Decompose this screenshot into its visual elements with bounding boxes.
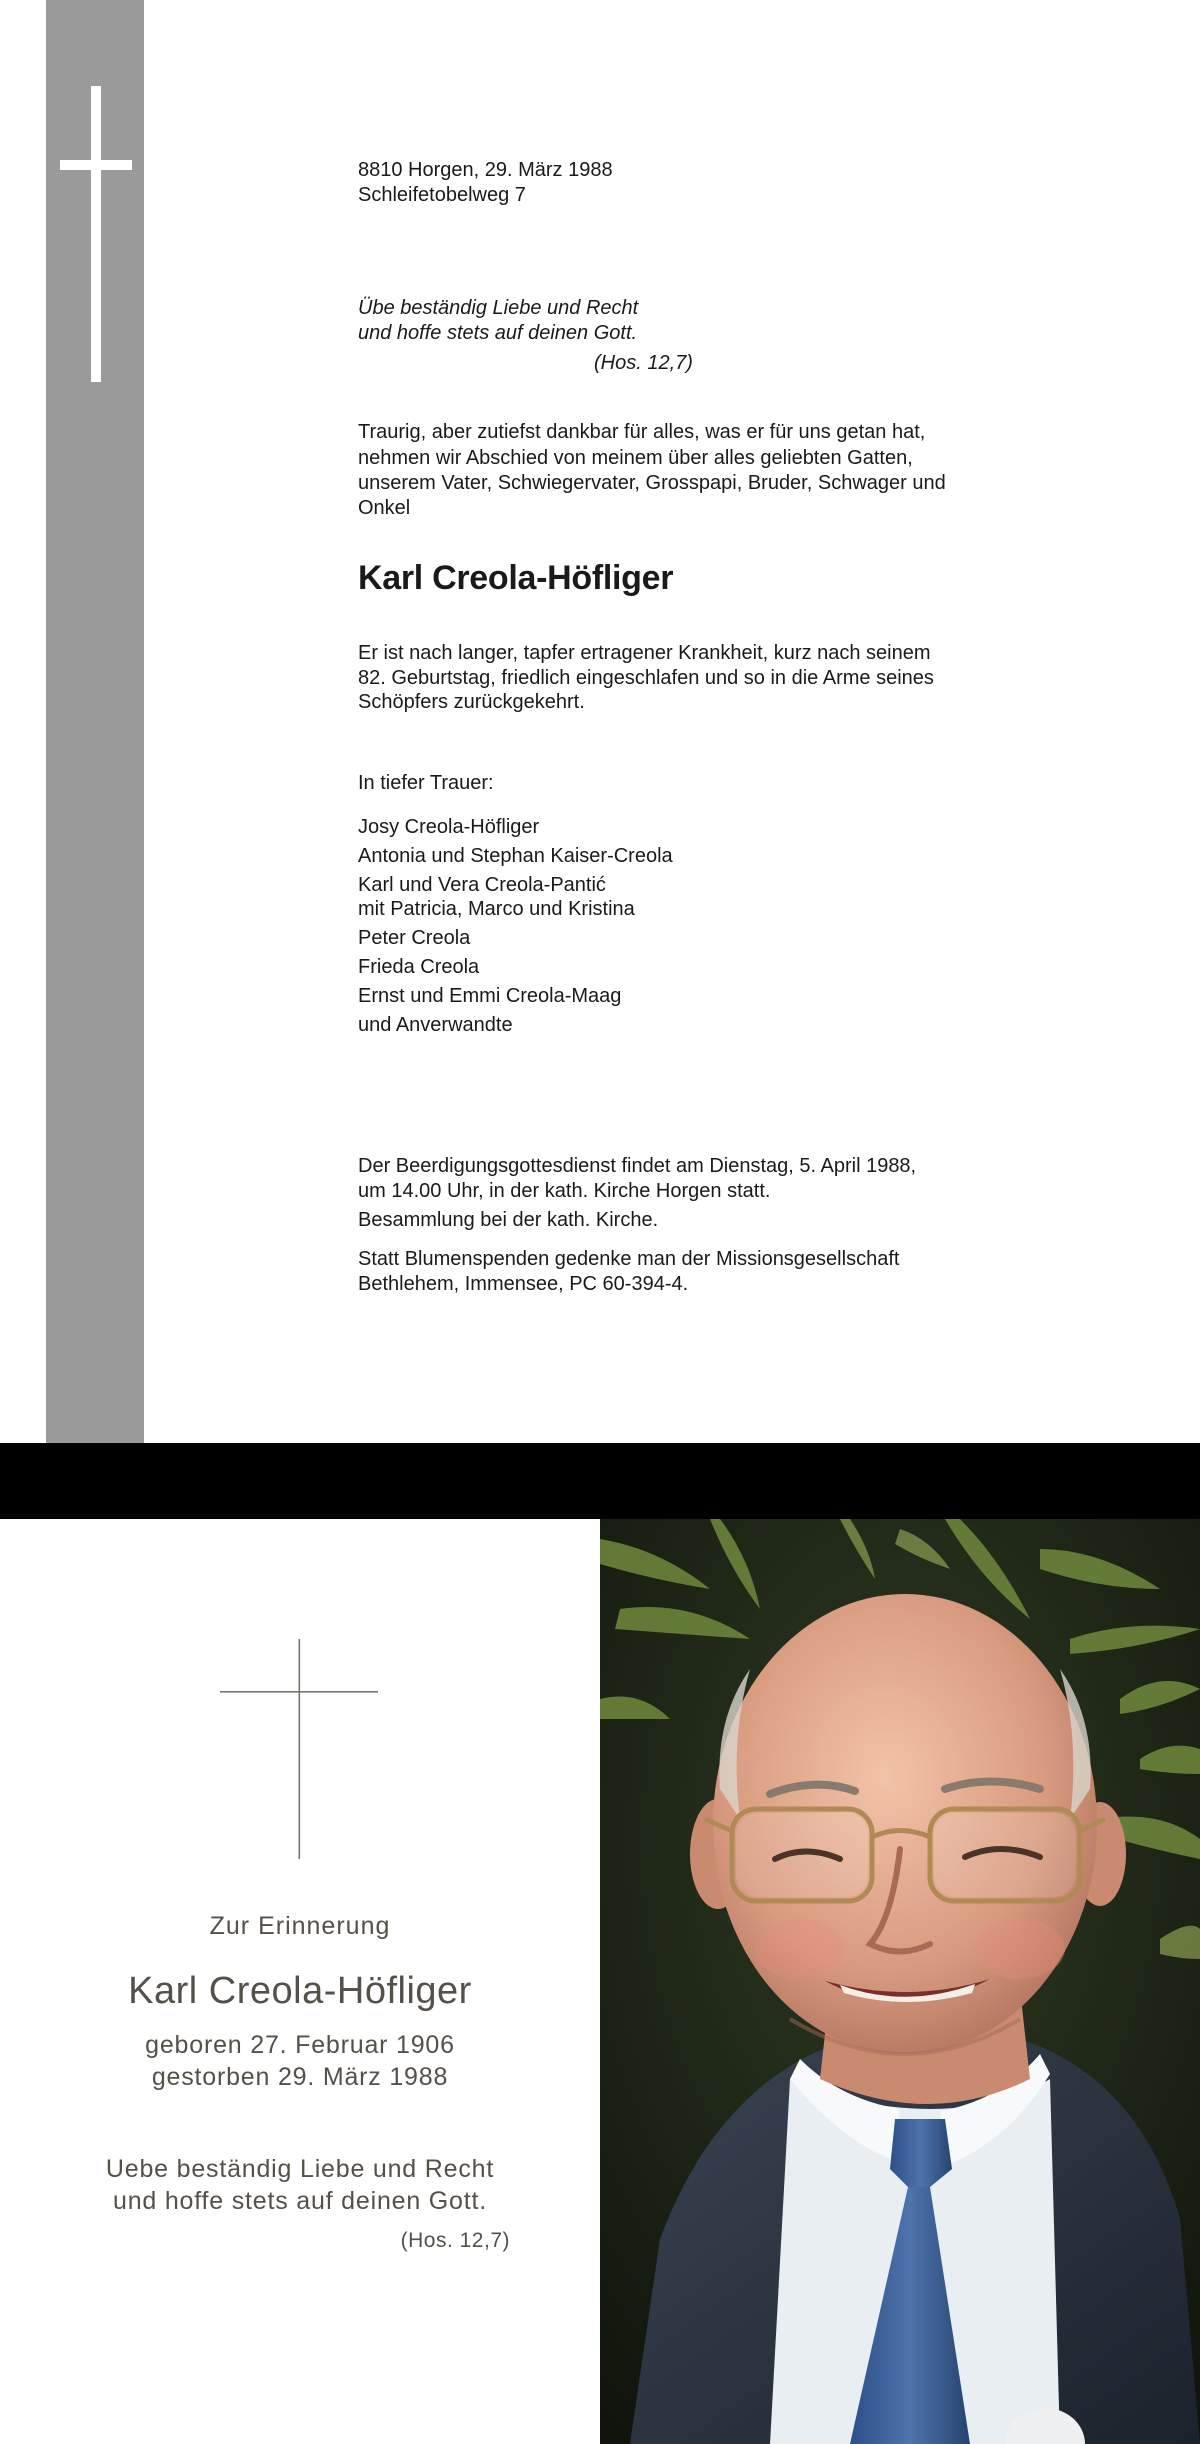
passing-line-1: Er ist nach langer, tapfer ertragener Krankheit, kurz nach seinem (358, 642, 931, 664)
mourner-4: mit Patricia, Marco und Kristina (358, 898, 635, 920)
address-line-1: 8810 Horgen, 29. März 1988 (358, 159, 613, 181)
memorial-died: gestorben 29. März 1988 (151, 2063, 449, 2091)
intro-line-1: Traurig, aber zutiefst dankbar für alles, was er für uns getan hat, (358, 421, 926, 443)
memorial-heading: Zur Erinnerung (209, 1912, 391, 1940)
portrait-illustration (600, 1519, 1200, 2444)
memorial-card-text-panel (0, 1519, 600, 2444)
cross-icon (46, 0, 144, 400)
service-line-1: Der Beerdigungsgottesdienst findet am Dienstag, 5. April 1988, (358, 1155, 917, 1177)
mourner-3: Karl und Vera Creola-Pantić (358, 874, 606, 896)
passing-line-3: Schöpfers zurückgekehrt. (358, 691, 585, 713)
intro-line-2: nehmen wir Abschied von meinem über alles geliebten Gatten, (358, 447, 913, 469)
mourner-6: Frieda Creola (358, 956, 480, 978)
memorial-card (0, 1519, 1200, 2444)
memorial-verse-reference: (Hos. 12,7) (400, 2229, 510, 2252)
assembly-line: Besammlung bei der kath. Kirche. (358, 1209, 659, 1231)
separator-band (0, 1443, 1200, 1519)
service-line-2: um 14.00 Uhr, in der kath. Kirche Horgen statt. (358, 1180, 771, 1202)
mourning-heading: In tiefer Trauer: (358, 772, 494, 794)
cross-icon (220, 1629, 380, 1859)
intro-line-3: unserem Vater, Schwiegervater, Grosspapi, Bruder, Schwager und (358, 472, 946, 494)
mourner-2: Antonia und Stephan Kaiser-Creola (358, 845, 673, 867)
passing-line-2: 82. Geburtstag, friedlich eingeschlafen und so in die Arme seines (358, 667, 934, 689)
mourner-8: und Anverwandte (358, 1014, 513, 1036)
verse-line-1: Übe beständig Liebe und Recht (358, 297, 639, 319)
mourner-5: Peter Creola (358, 927, 471, 949)
verse-line-2: und hoffe stets auf deinen Gott. (358, 322, 638, 344)
mourner-7: Ernst und Emmi Creola-Maag (358, 985, 622, 1007)
deceased-name: Karl Creola-Höfliger (358, 559, 674, 597)
mourner-1: Josy Creola-Höfliger (358, 816, 540, 838)
mourning-stripe (46, 0, 144, 1443)
portrait-photo (600, 1519, 1200, 2444)
address-line-2: Schleifetobelweg 7 (358, 184, 526, 206)
memorial-name: Karl Creola-Höfliger (128, 1970, 472, 2012)
verse-reference: (Hos. 12,7) (594, 352, 693, 374)
donation-line-2: Bethlehem, Immensee, PC 60-394-4. (358, 1273, 689, 1295)
memorial-verse-line-2: und hoffe stets auf deinen Gott. (112, 2187, 487, 2215)
donation-line-1: Statt Blumenspenden gedenke man der Missionsgesellschaft (358, 1248, 900, 1270)
intro-line-4: Onkel (358, 497, 411, 519)
memorial-verse-line-1: Uebe beständig Liebe und Recht (105, 2155, 495, 2183)
memorial-born: geboren 27. Februar 1906 (145, 2031, 455, 2059)
